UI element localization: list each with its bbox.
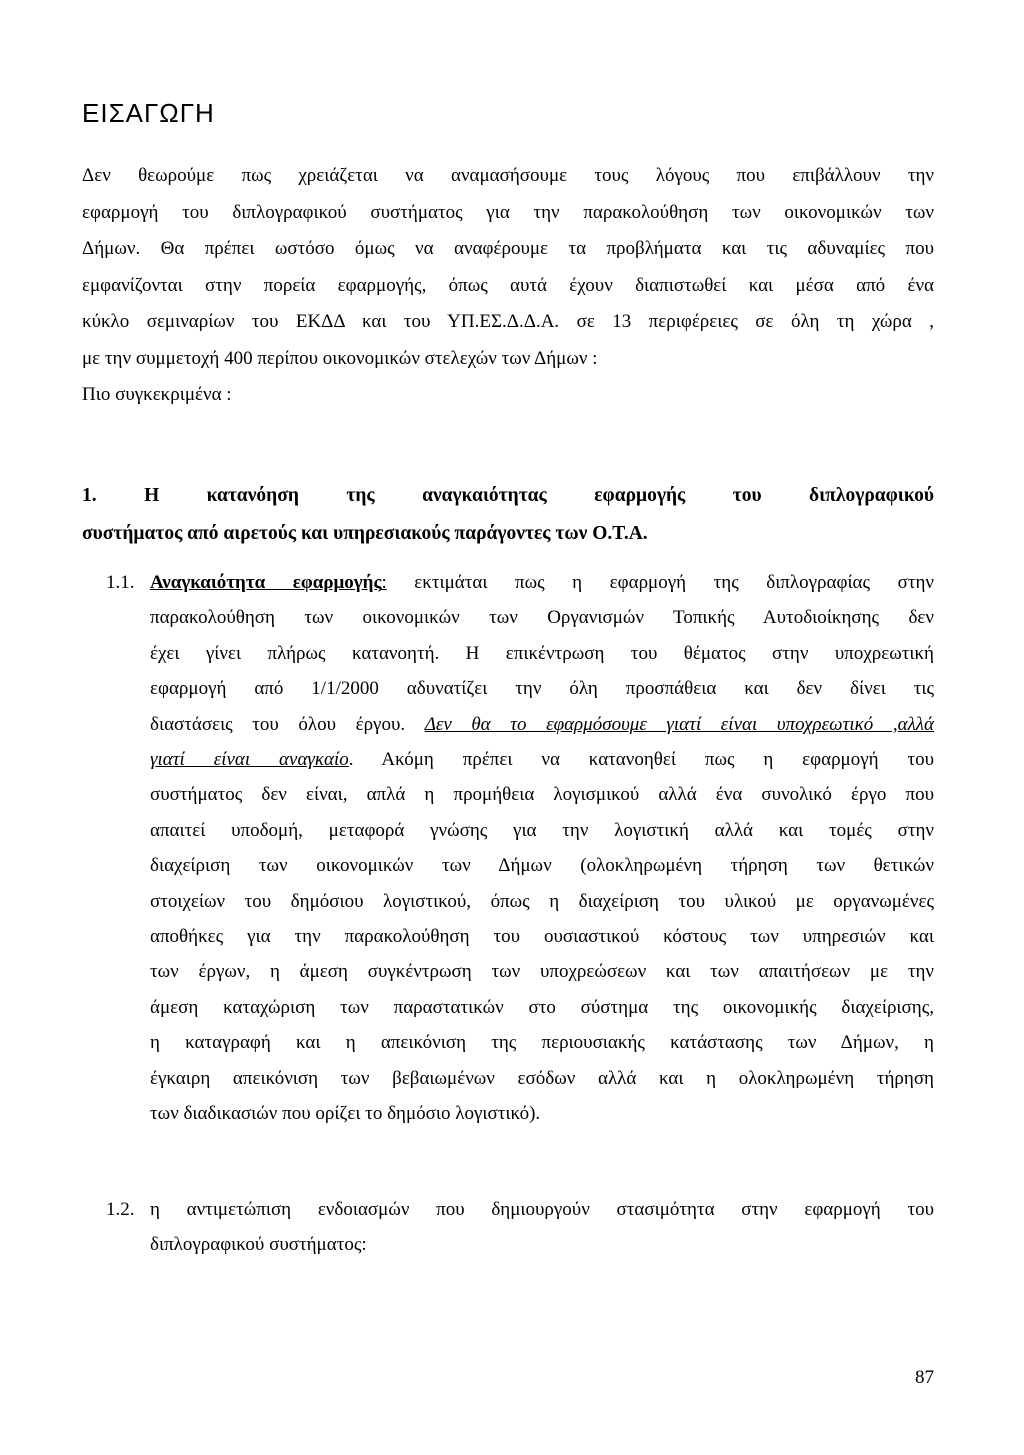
intro-line: κύκλο σεμιναρίων του ΕΚΔΔ και του ΥΠ.ΕΣ.Δ.Δ.Α. σε 13 περιφέρειες σε όλη τη χώρα ,: [82, 311, 934, 332]
intro-line: εφαρμογή του διπλογραφικού συστήματος για την παρακολούθηση των οικονομικών των: [82, 201, 934, 223]
subsection-line: διαχείριση των οικονομικών των Δήμων (ολοκληρωμένη τήρηση των θετικών: [150, 855, 934, 877]
intro-paragraph: [82, 158, 934, 414]
intro-line: με την συμμετοχή 400 περίπου οικονομικών στελεχών των Δήμων :: [82, 347, 598, 369]
emphasis-text: Δεν θα το εφαρμόσουμε γιατί είναι υποχρεωτικό ,αλλά: [424, 713, 934, 735]
intro-line: Δήμων. Θα πρέπει ωστόσο όμως να αναφέρουμε τα προβλήματα και τις αδυναμίες που: [82, 238, 934, 259]
subsection-line: [150, 565, 934, 600]
subsection-line: των έργων, η άμεση συγκέντρωση των υποχρεώσεων και των απαιτήσεων με την: [150, 961, 934, 983]
subsection-line: η αντιμετώπιση ενδοιασμών που δημιουργούν στασιμότητα στην εφαρμογή του: [150, 1199, 934, 1220]
subsection-line: συστήματος δεν είναι, απλά η προμήθεια λογισμικού αλλά ένα συνολικό έργο που: [150, 784, 934, 806]
page-heading: ΕΙΣΑΓΩΓΗ: [82, 98, 215, 128]
subsection-line: διπλογραφικού συστήματος:: [150, 1234, 367, 1256]
section-title-line: συστήματος από αιρετούς και υπηρεσιακούς παράγοντες των Ο.Τ.Α.: [82, 523, 648, 544]
intro-line: Δεν θεωρούμε πως χρειάζεται να αναμασήσουμε τους λόγους που επιβάλλουν την: [82, 165, 934, 186]
line-text: διαστάσεις του όλου έργου.: [150, 713, 425, 735]
subsection-number: 1.1.: [106, 572, 135, 593]
subsection-line: εφαρμογή από 1/1/2000 αδυνατίζει την όλη προσπάθεια και δεν δίνει τις: [150, 678, 934, 700]
subsection-line: η καταγραφή και η απεικόνιση της περιουσιακής κατάστασης των Δήμων, η: [150, 1032, 934, 1054]
subsection-line: άμεση καταχώριση των παραστατικών στο σύστημα της οικονομικής διαχείρισης,: [150, 996, 934, 1018]
subsection-line: απαιτεί υποδομή, μεταφορά γνώσης για την λογιστική αλλά και τομές στην: [150, 819, 934, 841]
title-suffix: :: [381, 572, 387, 593]
subsection-line: παρακολούθηση των οικονομικών των Οργανισμών Τοπικής Αυτοδιοίκησης δεν: [150, 607, 934, 629]
subsection-line: των διαδικασιών που ορίζει το δημόσιο λογιστικό).: [150, 1103, 541, 1125]
subsection-number: 1.2.: [106, 1199, 135, 1220]
intro-line: εμφανίζονται στην πορεία εφαρμογής, όπως αυτά έχουν διαπιστωθεί και μέσα από ένα: [82, 274, 934, 296]
subsection-1-2: [106, 1192, 934, 1263]
section-1-title: [82, 477, 934, 553]
subsection-line: έχει γίνει πλήρως κατανοητή. Η επικέντρωση του θέματος στην υποχρεωτική: [150, 642, 934, 664]
intro-line: Πιο συγκεκριμένα :: [82, 384, 232, 405]
subsection-line: στοιχείων του δημόσιου λογιστικού, όπως η διαχείριση του υλικού με οργανωμένες: [150, 890, 934, 912]
line-text: εκτιμάται πως η εφαρμογή της διπλογραφίας στην: [386, 572, 934, 593]
emphasis-text: γιατί είναι αναγκαίο: [150, 749, 349, 771]
subsection-title: Αναγκαιότητα εφαρμογής: [150, 572, 382, 593]
subsection-line: [150, 707, 934, 742]
subsection-line: αποθήκες για την παρακολούθηση του ουσιαστικού κόστους των υπηρεσιών και: [150, 926, 934, 948]
subsection-line: [150, 742, 934, 777]
subsection-1-1: [106, 565, 934, 1132]
page-number: 87: [915, 1367, 934, 1388]
line-text: . Ακόμη πρέπει να κατανοηθεί πως η εφαρμογή του: [348, 749, 934, 771]
section-title-line: 1. Η κατανόηση της αναγκαιότητας εφαρμογής του διπλογραφικού: [82, 485, 934, 506]
subsection-line: έγκαιρη απεικόνιση των βεβαιωμένων εσόδων αλλά και η ολοκληρωμένη τήρηση: [150, 1067, 934, 1089]
